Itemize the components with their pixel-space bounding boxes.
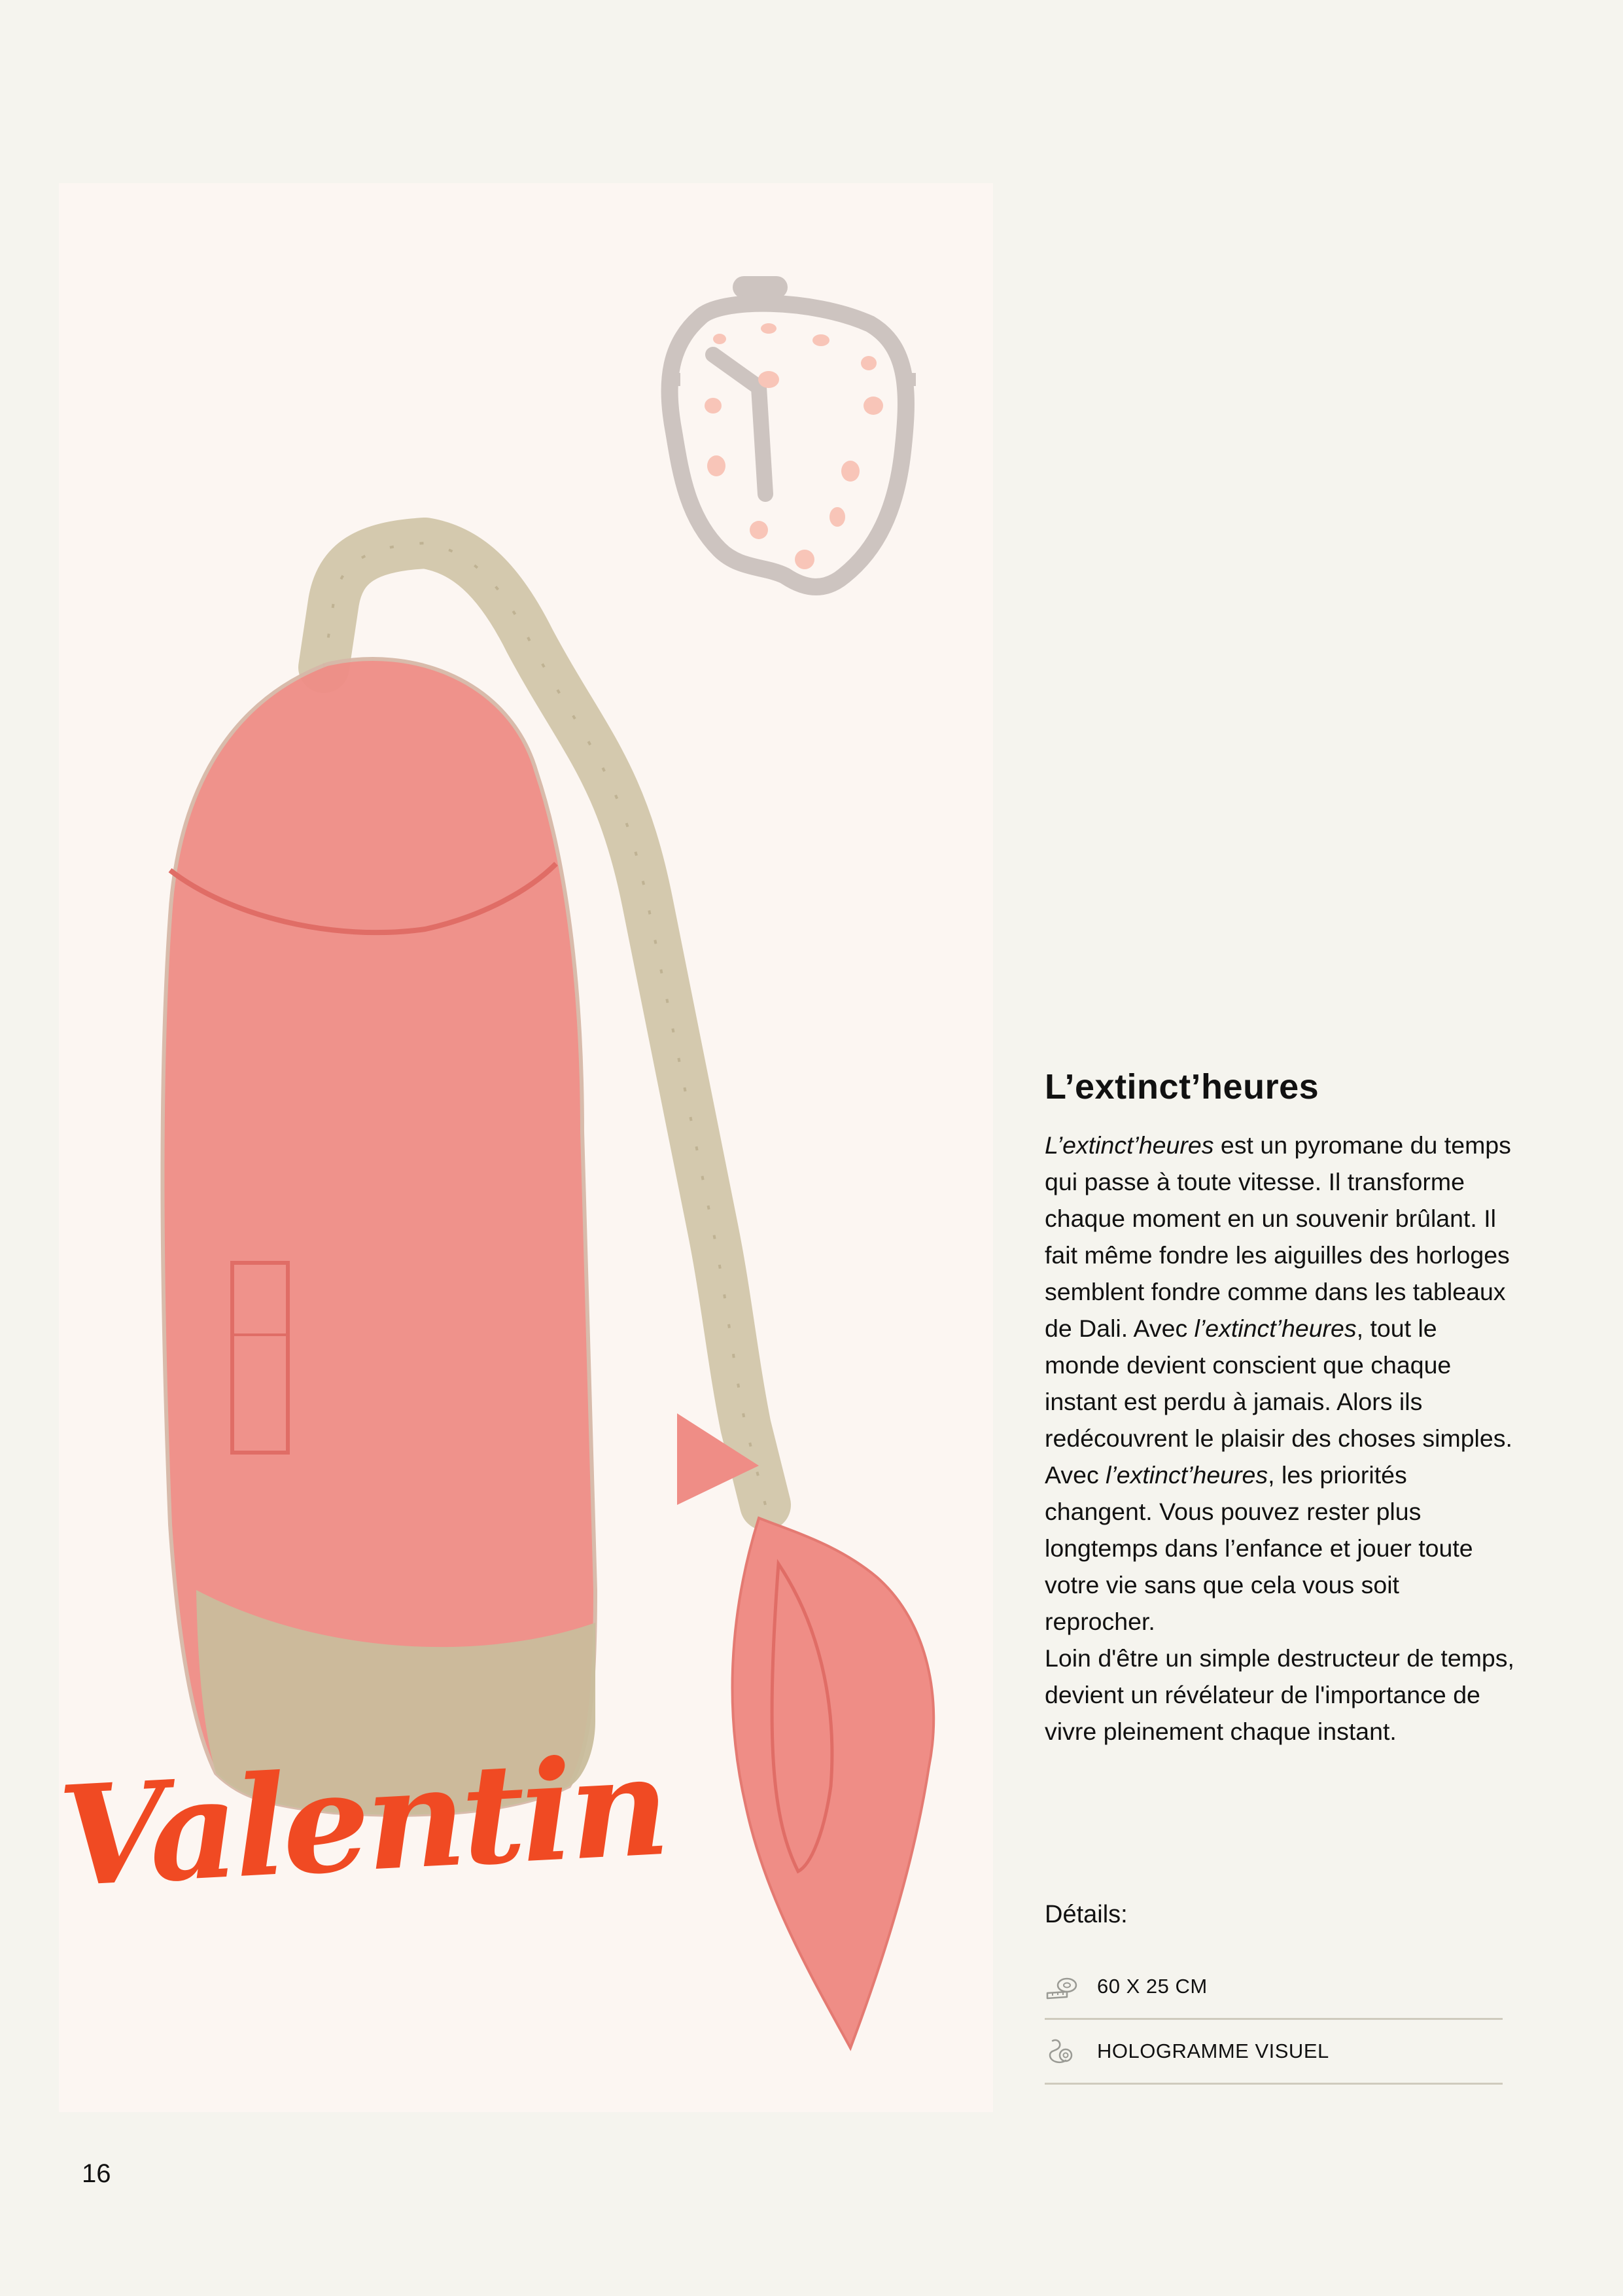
details-section bbox=[1045, 1901, 1503, 2085]
emphasis-title: l’extinct’heures bbox=[1106, 1461, 1268, 1489]
article-paragraph-1: L’extinct’heures est un pyromane du temps qui passe à toute vitesse. Il transforme chaque moment en un souvenir brûlant. Il fait même fondre les aiguilles des horloges semblent fondre comme dans les tableaux de Dali. Avec l’extinct’heures, tout le monde devient conscient que chaque instant est perdu à jamais. Alors ils redécouvrent le plaisir des choses simples. Avec l’extinct’heures, les priorités changent. Vous pouvez rester plus longtemps dans l’enfance et jouer toute votre vie sans que cela vous soit reprocher. bbox=[1045, 1131, 1512, 1635]
hologram-icon bbox=[1045, 2036, 1079, 2067]
details-heading: Détails: bbox=[1045, 1901, 1128, 1928]
page-number: 16 bbox=[82, 2159, 111, 2188]
detail-row-material bbox=[1045, 2020, 1503, 2085]
article-title: L’extinct’heures bbox=[1045, 1067, 1319, 1106]
melting-clock-icon bbox=[667, 276, 916, 587]
article-paragraph-2: Loin d'être un simple destructeur de temps, devient un révélateur de l'importance de vivre pleinement chaque instant. bbox=[1045, 1644, 1514, 1745]
detail-size-label: 60 X 25 CM bbox=[1097, 1975, 1208, 1998]
detail-row-size bbox=[1045, 1955, 1503, 2020]
detail-material-label: HOLOGRAMME VISUEL bbox=[1097, 2040, 1329, 2062]
tape-measure-icon bbox=[1045, 1971, 1079, 2002]
emphasis-title: l’extinct’heures bbox=[1194, 1315, 1357, 1342]
emphasis-title: L’extinct’heures bbox=[1045, 1131, 1214, 1159]
article-text bbox=[1045, 1067, 1516, 1750]
artist-signature: Valentin bbox=[55, 1724, 670, 1918]
